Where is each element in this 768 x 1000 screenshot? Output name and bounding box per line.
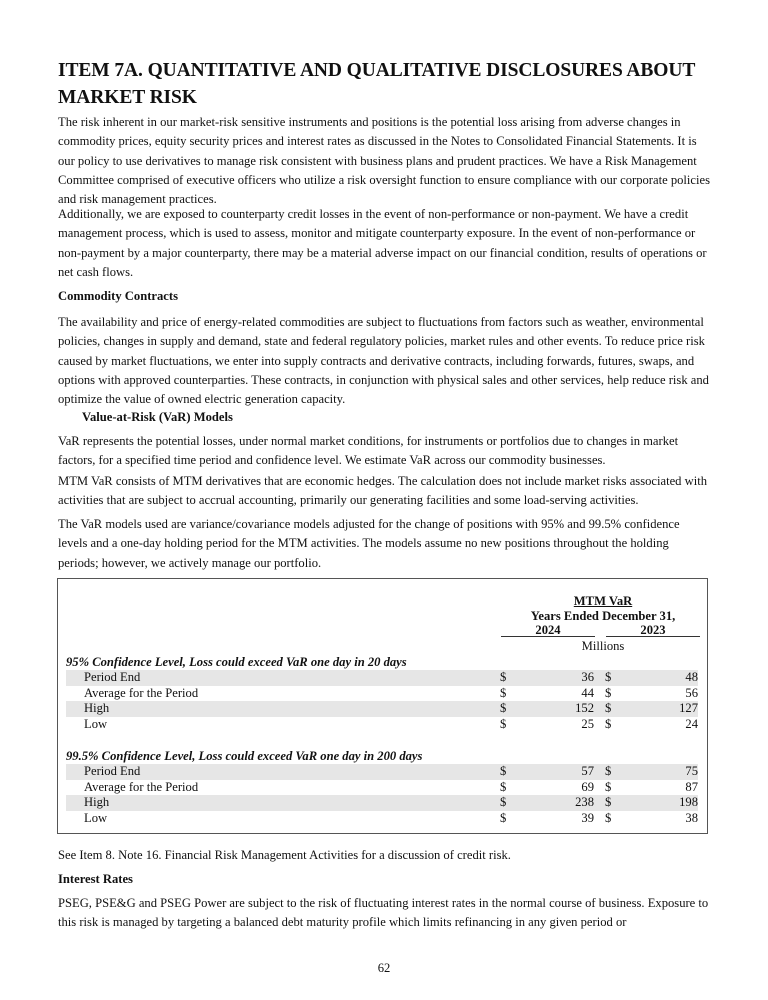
interest-rates-paragraph: PSEG, PSE&G and PSEG Power are subject to the risk of fluctuating interest rates in the normal course of business. Exposure to this risk is managed by targeting a balanced debt maturity profile which limits refinancing in any given period or <box>58 896 709 930</box>
title-line-1: ITEM 7A. QUANTITATIVE AND QUALITATIVE DISCLOSURES ABOUT <box>58 60 696 81</box>
table-header-subtitle: Years Ended December 31, <box>530 609 676 623</box>
unit-label: Millions <box>581 639 625 653</box>
table-row: Period End $ 36 $ 48 <box>66 670 698 686</box>
table-row: Low $ 25 $ 24 <box>84 716 698 731</box>
see-item-paragraph: See Item 8. Note 16. Financial Risk Management Activities for a discussion of credit risk. <box>58 848 511 862</box>
var-models-paragraph: The VaR models used are variance/covariance models adjusted for the change of positions with 95% and 99.5% confidence levels and a one-day holding period for the MTM activities. The models assume no new positions throughout the holding periods; however, we actively manage our portfolio. <box>58 517 680 570</box>
page-number: 62 <box>377 961 391 975</box>
var-definition-paragraph: VaR represents the potential losses, under normal market conditions, for instruments or portfolios due to changes in market factors, for a specified time period and confidence level. We estimate VaR across our commodity businesses. <box>58 434 679 468</box>
mtm-var-paragraph: MTM VaR consists of MTM derivatives that are economic hedges. The calculation does not include market risks associated with activities that are subject to accrual accounting, primarily our generating facilities and some load-serving activities. <box>58 474 708 508</box>
table-row: Low $ 39 $ 38 <box>84 810 698 825</box>
table-header-title: MTM VaR <box>573 594 633 608</box>
var-models-heading: Value-at-Risk (VaR) Models <box>82 410 233 424</box>
table-row: High $ 238 $ 198 <box>66 795 698 811</box>
table-row: High $ 152 $ 127 <box>66 701 698 717</box>
column-header-2023: 2023 <box>640 623 666 637</box>
counterparty-paragraph: Additionally, we are exposed to counterparty credit losses in the event of non-performance or non-payment. We have a credit management process, which is used to assess, monitor and mitigate counterparty exposure. In the event of non-performance or non-payment by a major counterparty, there may be a material adverse impact on our financial condition, results of operations or net cash flows. <box>58 207 707 279</box>
page-title <box>58 57 708 111</box>
commodity-paragraph: The availability and price of energy-related commodities are subject to fluctuations from factors such as weather, environmental policies, changes in supply and demand, state and federal regulatory policies, market rules and other events. To reduce price risk caused by market fluctuations, we enter into supply contracts and derivative contracts, including forwards, futures, swaps, and options with approved counterparties. These contracts, in conjunction with physical sales and other services, help reduce risk and optimize the value of owned electric generation capacity. <box>58 315 709 407</box>
table-row: Average for the Period $ 69 $ 87 <box>84 779 698 794</box>
table-row: Average for the Period $ 44 $ 56 <box>84 685 698 700</box>
column-header-2024: 2024 <box>535 623 561 637</box>
intro-paragraph: The risk inherent in our market-risk sensitive instruments and positions is the potential loss arising from adverse changes in commodity prices, equity security prices and interest rates as discussed in the Notes to Consolidated Financial Statements. It is our policy to use derivatives to manage risk consistent with business plans and prudent practices. We have a Risk Management Committee comprised of executive officers who utilize a risk oversight function to ensure compliance with our corporate policies and risk management practices. <box>58 115 710 207</box>
table-row: Period End $ 57 $ 75 <box>66 764 698 780</box>
column-rule-2024 <box>501 636 595 637</box>
section-title-95: 95% Confidence Level, Loss could exceed VaR one day in 20 days <box>66 655 407 669</box>
column-rule-2023 <box>606 636 700 637</box>
mtm-var-table <box>57 578 708 834</box>
commodity-contracts-heading: Commodity Contracts <box>58 289 178 303</box>
section-title-99-5: 99.5% Confidence Level, Loss could exceed VaR one day in 200 days <box>66 749 423 763</box>
interest-rates-heading: Interest Rates <box>58 872 133 886</box>
title-line-2: MARKET RISK <box>58 87 197 108</box>
